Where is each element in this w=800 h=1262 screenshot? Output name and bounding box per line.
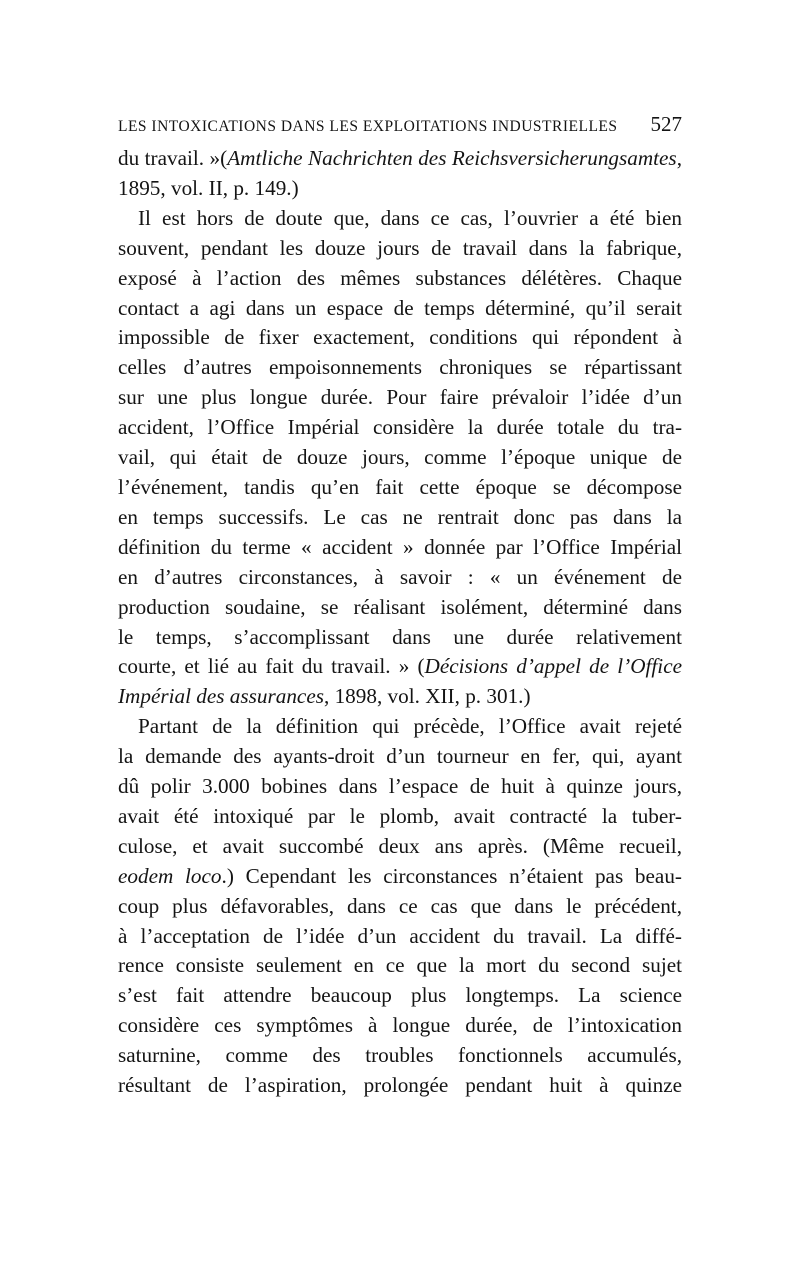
text-line: culose, et avait succombé deux ans après. (Même recueil, — [118, 833, 682, 858]
text-line: à l’acceptation de l’idée d’un accident du travail. La diffé- — [118, 923, 682, 948]
italic-citation: Décisions d’appel de l’Office — [424, 654, 683, 679]
text-line: la demande des ayants-droit d’un tourneur en fer, qui, ayant — [118, 744, 682, 769]
text-line: saturnine, comme des troubles fonctionnels accumulés, — [118, 1043, 682, 1068]
running-head-title: LES INTOXICATIONS DANS LES EXPLOITATIONS INDUSTRIELLES — [118, 118, 618, 135]
text-line: Partant de la définition qui précède, l’Office avait rejeté — [138, 714, 682, 739]
italic-citation: Amtliche Nachrichten des Reichsversicherungsamtes — [227, 146, 677, 170]
paragraph — [118, 144, 682, 204]
text-line: le temps, s’accomplissant dans une durée relativement — [118, 624, 682, 649]
text-line: Il est hors de doute que, dans ce cas, l’ouvrier a été bien — [138, 205, 682, 230]
text-line: eodem loco.) Cependant les circonstances n’étaient pas beau- — [118, 863, 682, 888]
text-line: Impérial des assurances, 1898, vol. XII, p. 301.) — [118, 684, 531, 709]
text-line: l’événement, tandis qu’en fait cette époque se décompose — [118, 474, 682, 499]
text-line: coup plus défavorables, dans ce cas que dans le précédent, — [118, 893, 682, 918]
text-line: courte, et lié au fait du travail. » (Décisions d’appel de l’Office — [118, 654, 683, 679]
text-line: en d’autres circonstances, à savoir : « un événement de — [118, 564, 682, 589]
text-line: exposé à l’action des mêmes substances délétères. Chaque — [118, 265, 682, 290]
text-line: rence consiste seulement en ce que la mort du second sujet — [118, 953, 682, 978]
book-page — [118, 112, 682, 1101]
text-line: contact a agi dans un espace de temps déterminé, qu’il serait — [118, 295, 682, 320]
text-line: dû polir 3.000 bobines dans l’espace de huit à quinze jours, — [118, 774, 682, 799]
text-line: celles d’autres empoisonnements chroniques se répartissant — [118, 355, 682, 380]
text-line: considère ces symptômes à longue durée, de l’intoxication — [118, 1013, 682, 1038]
text-line: s’est fait attendre beaucoup plus longtemps. La science — [118, 983, 682, 1008]
running-head — [118, 112, 682, 142]
text-line: accident, l’Office Impérial considère la durée totale du tra- — [118, 415, 682, 440]
text-line: sur une plus longue durée. Pour faire prévaloir l’idée d’un — [118, 385, 682, 410]
text-line: résultant de l’aspiration, prolongée pendant huit à quinze — [118, 1073, 682, 1098]
body-text — [118, 144, 682, 1101]
italic-citation: eodem loco — [118, 863, 222, 888]
text-line: avait été intoxiqué par le plomb, avait contracté la tuber- — [118, 803, 682, 828]
text-line: impossible de fixer exactement, conditions qui répondent à — [118, 325, 682, 350]
text-line: définition du terme « accident » donnée par l’Office Impérial — [118, 534, 682, 559]
text-line: 1895, vol. II, p. 149.) — [118, 175, 299, 200]
page-number: 527 — [650, 112, 682, 136]
text-line: en temps successifs. Le cas ne rentrait donc pas dans la — [118, 504, 682, 529]
text-line: souvent, pendant les douze jours de travail dans la fabrique, — [118, 235, 682, 260]
text-line: vail, qui était de douze jours, comme l’époque unique de — [118, 445, 682, 470]
text-line: production soudaine, se réalisant isolément, déterminé dans — [118, 594, 682, 619]
paragraph — [118, 712, 682, 1101]
italic-citation: Impérial des assurances — [118, 684, 324, 709]
paragraph — [118, 204, 682, 712]
text-line: du travail. »(Amtliche Nachrichten des Reichsversicherungsamtes, — [118, 146, 682, 170]
